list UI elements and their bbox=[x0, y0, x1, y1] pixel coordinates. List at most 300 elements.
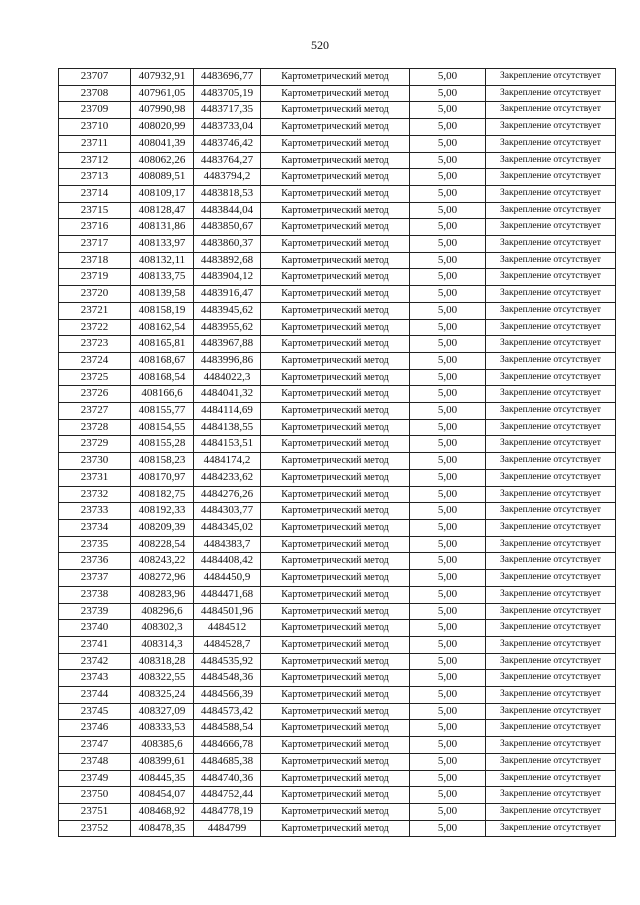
point-number-cell: 23710 bbox=[59, 119, 131, 136]
fixation-note-cell: Закрепление отсутствует bbox=[486, 419, 616, 436]
fixation-note-cell: Закрепление отсутствует bbox=[486, 319, 616, 336]
point-number-cell: 23727 bbox=[59, 403, 131, 420]
fixation-note-cell: Закрепление отсутствует bbox=[486, 586, 616, 603]
y-coordinate-cell: 4484345,02 bbox=[194, 519, 261, 536]
table-row bbox=[59, 553, 616, 570]
x-coordinate-cell: 408041,39 bbox=[131, 135, 194, 152]
table-row bbox=[59, 670, 616, 687]
x-coordinate-cell: 408399,61 bbox=[131, 753, 194, 770]
accuracy-cell: 5,00 bbox=[410, 469, 486, 486]
table-row bbox=[59, 302, 616, 319]
point-number-cell: 23751 bbox=[59, 803, 131, 820]
fixation-note-cell: Закрепление отсутствует bbox=[486, 135, 616, 152]
accuracy-cell: 5,00 bbox=[410, 636, 486, 653]
fixation-note-cell: Закрепление отсутствует bbox=[486, 803, 616, 820]
accuracy-cell: 5,00 bbox=[410, 85, 486, 102]
table-row bbox=[59, 570, 616, 587]
table-row bbox=[59, 653, 616, 670]
table-row bbox=[59, 369, 616, 386]
method-cell: Картометрический метод bbox=[261, 503, 410, 520]
fixation-note-cell: Закрепление отсутствует bbox=[486, 753, 616, 770]
accuracy-cell: 5,00 bbox=[410, 586, 486, 603]
y-coordinate-cell: 4484566,39 bbox=[194, 687, 261, 704]
fixation-note-cell: Закрепление отсутствует bbox=[486, 169, 616, 186]
y-coordinate-cell: 4484778,19 bbox=[194, 803, 261, 820]
point-number-cell: 23723 bbox=[59, 336, 131, 353]
method-cell: Картометрический метод bbox=[261, 720, 410, 737]
accuracy-cell: 5,00 bbox=[410, 352, 486, 369]
accuracy-cell: 5,00 bbox=[410, 670, 486, 687]
accuracy-cell: 5,00 bbox=[410, 202, 486, 219]
table-row bbox=[59, 586, 616, 603]
table-row bbox=[59, 419, 616, 436]
table-row bbox=[59, 219, 616, 236]
method-cell: Картометрический метод bbox=[261, 69, 410, 86]
accuracy-cell: 5,00 bbox=[410, 252, 486, 269]
accuracy-cell: 5,00 bbox=[410, 269, 486, 286]
fixation-note-cell: Закрепление отсутствует bbox=[486, 770, 616, 787]
method-cell: Картометрический метод bbox=[261, 469, 410, 486]
y-coordinate-cell: 4484276,26 bbox=[194, 486, 261, 503]
method-cell: Картометрический метод bbox=[261, 386, 410, 403]
point-number-cell: 23722 bbox=[59, 319, 131, 336]
method-cell: Картометрический метод bbox=[261, 169, 410, 186]
accuracy-cell: 5,00 bbox=[410, 169, 486, 186]
y-coordinate-cell: 4484471,68 bbox=[194, 586, 261, 603]
method-cell: Картометрический метод bbox=[261, 152, 410, 169]
fixation-note-cell: Закрепление отсутствует bbox=[486, 687, 616, 704]
accuracy-cell: 5,00 bbox=[410, 403, 486, 420]
accuracy-cell: 5,00 bbox=[410, 302, 486, 319]
x-coordinate-cell: 408168,54 bbox=[131, 369, 194, 386]
y-coordinate-cell: 4484799 bbox=[194, 820, 261, 837]
y-coordinate-cell: 4484233,62 bbox=[194, 469, 261, 486]
fixation-note-cell: Закрепление отсутствует bbox=[486, 219, 616, 236]
x-coordinate-cell: 408322,55 bbox=[131, 670, 194, 687]
point-number-cell: 23719 bbox=[59, 269, 131, 286]
x-coordinate-cell: 408272,96 bbox=[131, 570, 194, 587]
method-cell: Картометрический метод bbox=[261, 803, 410, 820]
x-coordinate-cell: 408170,97 bbox=[131, 469, 194, 486]
y-coordinate-cell: 4484588,54 bbox=[194, 720, 261, 737]
y-coordinate-cell: 4484303,77 bbox=[194, 503, 261, 520]
y-coordinate-cell: 4484685,38 bbox=[194, 753, 261, 770]
point-number-cell: 23717 bbox=[59, 236, 131, 253]
y-coordinate-cell: 4484666,78 bbox=[194, 737, 261, 754]
method-cell: Картометрический метод bbox=[261, 737, 410, 754]
fixation-note-cell: Закрепление отсутствует bbox=[486, 820, 616, 837]
method-cell: Картометрический метод bbox=[261, 636, 410, 653]
accuracy-cell: 5,00 bbox=[410, 737, 486, 754]
accuracy-cell: 5,00 bbox=[410, 820, 486, 837]
y-coordinate-cell: 4483733,04 bbox=[194, 119, 261, 136]
fixation-note-cell: Закрепление отсутствует bbox=[486, 286, 616, 303]
table-row bbox=[59, 620, 616, 637]
fixation-note-cell: Закрепление отсутствует bbox=[486, 302, 616, 319]
y-coordinate-cell: 4484022,3 bbox=[194, 369, 261, 386]
table-row bbox=[59, 119, 616, 136]
x-coordinate-cell: 408162,54 bbox=[131, 319, 194, 336]
method-cell: Картометрический метод bbox=[261, 653, 410, 670]
table-row bbox=[59, 386, 616, 403]
fixation-note-cell: Закрепление отсутствует bbox=[486, 620, 616, 637]
point-number-cell: 23743 bbox=[59, 670, 131, 687]
point-number-cell: 23741 bbox=[59, 636, 131, 653]
table-row bbox=[59, 236, 616, 253]
y-coordinate-cell: 4484528,7 bbox=[194, 636, 261, 653]
table-row bbox=[59, 453, 616, 470]
point-number-cell: 23729 bbox=[59, 436, 131, 453]
point-number-cell: 23725 bbox=[59, 369, 131, 386]
table-row bbox=[59, 286, 616, 303]
accuracy-cell: 5,00 bbox=[410, 536, 486, 553]
fixation-note-cell: Закрепление отсутствует bbox=[486, 369, 616, 386]
fixation-note-cell: Закрепление отсутствует bbox=[486, 403, 616, 420]
method-cell: Картометрический метод bbox=[261, 436, 410, 453]
x-coordinate-cell: 408131,86 bbox=[131, 219, 194, 236]
method-cell: Картометрический метод bbox=[261, 319, 410, 336]
fixation-note-cell: Закрепление отсутствует bbox=[486, 202, 616, 219]
table-row bbox=[59, 803, 616, 820]
fixation-note-cell: Закрепление отсутствует bbox=[486, 436, 616, 453]
accuracy-cell: 5,00 bbox=[410, 135, 486, 152]
x-coordinate-cell: 408062,26 bbox=[131, 152, 194, 169]
x-coordinate-cell: 408133,97 bbox=[131, 236, 194, 253]
x-coordinate-cell: 408133,75 bbox=[131, 269, 194, 286]
fixation-note-cell: Закрепление отсутствует bbox=[486, 603, 616, 620]
table-row bbox=[59, 820, 616, 837]
method-cell: Картометрический метод bbox=[261, 603, 410, 620]
y-coordinate-cell: 4483967,88 bbox=[194, 336, 261, 353]
fixation-note-cell: Закрепление отсутствует bbox=[486, 152, 616, 169]
method-cell: Картометрический метод bbox=[261, 753, 410, 770]
y-coordinate-cell: 4484450,9 bbox=[194, 570, 261, 587]
x-coordinate-cell: 408165,81 bbox=[131, 336, 194, 353]
x-coordinate-cell: 408155,77 bbox=[131, 403, 194, 420]
x-coordinate-cell: 407961,05 bbox=[131, 85, 194, 102]
x-coordinate-cell: 408314,3 bbox=[131, 636, 194, 653]
method-cell: Картометрический метод bbox=[261, 286, 410, 303]
method-cell: Картометрический метод bbox=[261, 352, 410, 369]
table-row bbox=[59, 403, 616, 420]
x-coordinate-cell: 408209,39 bbox=[131, 519, 194, 536]
point-number-cell: 23739 bbox=[59, 603, 131, 620]
fixation-note-cell: Закрепление отсутствует bbox=[486, 185, 616, 202]
table-row bbox=[59, 469, 616, 486]
y-coordinate-cell: 4484548,36 bbox=[194, 670, 261, 687]
method-cell: Картометрический метод bbox=[261, 570, 410, 587]
accuracy-cell: 5,00 bbox=[410, 219, 486, 236]
method-cell: Картометрический метод bbox=[261, 419, 410, 436]
table-row bbox=[59, 319, 616, 336]
table-row bbox=[59, 69, 616, 86]
point-number-cell: 23724 bbox=[59, 352, 131, 369]
y-coordinate-cell: 4484501,96 bbox=[194, 603, 261, 620]
y-coordinate-cell: 4484041,32 bbox=[194, 386, 261, 403]
point-number-cell: 23732 bbox=[59, 486, 131, 503]
table-row bbox=[59, 636, 616, 653]
fixation-note-cell: Закрепление отсутствует bbox=[486, 69, 616, 86]
table-row bbox=[59, 720, 616, 737]
x-coordinate-cell: 408158,19 bbox=[131, 302, 194, 319]
fixation-note-cell: Закрепление отсутствует bbox=[486, 352, 616, 369]
x-coordinate-cell: 408318,28 bbox=[131, 653, 194, 670]
accuracy-cell: 5,00 bbox=[410, 753, 486, 770]
point-number-cell: 23728 bbox=[59, 419, 131, 436]
y-coordinate-cell: 4483794,2 bbox=[194, 169, 261, 186]
fixation-note-cell: Закрепление отсутствует bbox=[486, 469, 616, 486]
x-coordinate-cell: 407990,98 bbox=[131, 102, 194, 119]
accuracy-cell: 5,00 bbox=[410, 286, 486, 303]
point-number-cell: 23747 bbox=[59, 737, 131, 754]
x-coordinate-cell: 408283,96 bbox=[131, 586, 194, 603]
method-cell: Картометрический метод bbox=[261, 369, 410, 386]
fixation-note-cell: Закрепление отсутствует bbox=[486, 102, 616, 119]
fixation-note-cell: Закрепление отсутствует bbox=[486, 503, 616, 520]
method-cell: Картометрический метод bbox=[261, 236, 410, 253]
accuracy-cell: 5,00 bbox=[410, 720, 486, 737]
fixation-note-cell: Закрепление отсутствует bbox=[486, 636, 616, 653]
method-cell: Картометрический метод bbox=[261, 102, 410, 119]
x-coordinate-cell: 408132,11 bbox=[131, 252, 194, 269]
point-number-cell: 23730 bbox=[59, 453, 131, 470]
y-coordinate-cell: 4484752,44 bbox=[194, 787, 261, 804]
table-row bbox=[59, 336, 616, 353]
accuracy-cell: 5,00 bbox=[410, 603, 486, 620]
point-number-cell: 23718 bbox=[59, 252, 131, 269]
method-cell: Картометрический метод bbox=[261, 486, 410, 503]
x-coordinate-cell: 408166,6 bbox=[131, 386, 194, 403]
accuracy-cell: 5,00 bbox=[410, 386, 486, 403]
fixation-note-cell: Закрепление отсутствует bbox=[486, 670, 616, 687]
y-coordinate-cell: 4483746,42 bbox=[194, 135, 261, 152]
method-cell: Картометрический метод bbox=[261, 135, 410, 152]
accuracy-cell: 5,00 bbox=[410, 787, 486, 804]
y-coordinate-cell: 4483764,27 bbox=[194, 152, 261, 169]
x-coordinate-cell: 407932,91 bbox=[131, 69, 194, 86]
method-cell: Картометрический метод bbox=[261, 553, 410, 570]
x-coordinate-cell: 408168,67 bbox=[131, 352, 194, 369]
table-row bbox=[59, 152, 616, 169]
fixation-note-cell: Закрепление отсутствует bbox=[486, 536, 616, 553]
accuracy-cell: 5,00 bbox=[410, 519, 486, 536]
accuracy-cell: 5,00 bbox=[410, 119, 486, 136]
table-row bbox=[59, 770, 616, 787]
method-cell: Картометрический метод bbox=[261, 620, 410, 637]
accuracy-cell: 5,00 bbox=[410, 770, 486, 787]
point-number-cell: 23738 bbox=[59, 586, 131, 603]
point-number-cell: 23746 bbox=[59, 720, 131, 737]
method-cell: Картометрический метод bbox=[261, 586, 410, 603]
table-row bbox=[59, 85, 616, 102]
fixation-note-cell: Закрепление отсутствует bbox=[486, 570, 616, 587]
table-row bbox=[59, 753, 616, 770]
point-number-cell: 23720 bbox=[59, 286, 131, 303]
accuracy-cell: 5,00 bbox=[410, 69, 486, 86]
fixation-note-cell: Закрепление отсутствует bbox=[486, 269, 616, 286]
y-coordinate-cell: 4484535,92 bbox=[194, 653, 261, 670]
method-cell: Картометрический метод bbox=[261, 536, 410, 553]
method-cell: Картометрический метод bbox=[261, 302, 410, 319]
fixation-note-cell: Закрепление отсутствует bbox=[486, 252, 616, 269]
y-coordinate-cell: 4483996,86 bbox=[194, 352, 261, 369]
method-cell: Картометрический метод bbox=[261, 269, 410, 286]
x-coordinate-cell: 408128,47 bbox=[131, 202, 194, 219]
point-number-cell: 23712 bbox=[59, 152, 131, 169]
table-row bbox=[59, 269, 616, 286]
fixation-note-cell: Закрепление отсутствует bbox=[486, 453, 616, 470]
x-coordinate-cell: 408243,22 bbox=[131, 553, 194, 570]
y-coordinate-cell: 4484138,55 bbox=[194, 419, 261, 436]
table-row bbox=[59, 185, 616, 202]
method-cell: Картометрический метод bbox=[261, 85, 410, 102]
y-coordinate-cell: 4484408,42 bbox=[194, 553, 261, 570]
x-coordinate-cell: 408109,17 bbox=[131, 185, 194, 202]
table-row bbox=[59, 352, 616, 369]
y-coordinate-cell: 4484573,42 bbox=[194, 703, 261, 720]
accuracy-cell: 5,00 bbox=[410, 102, 486, 119]
point-number-cell: 23735 bbox=[59, 536, 131, 553]
fixation-note-cell: Закрепление отсутствует bbox=[486, 386, 616, 403]
method-cell: Картометрический метод bbox=[261, 519, 410, 536]
table-row bbox=[59, 519, 616, 536]
accuracy-cell: 5,00 bbox=[410, 436, 486, 453]
y-coordinate-cell: 4483850,67 bbox=[194, 219, 261, 236]
table-row bbox=[59, 536, 616, 553]
point-number-cell: 23736 bbox=[59, 553, 131, 570]
table-row bbox=[59, 102, 616, 119]
table-row bbox=[59, 436, 616, 453]
accuracy-cell: 5,00 bbox=[410, 570, 486, 587]
point-number-cell: 23713 bbox=[59, 169, 131, 186]
page-number: 520 bbox=[311, 38, 329, 52]
y-coordinate-cell: 4483955,62 bbox=[194, 319, 261, 336]
table-row bbox=[59, 787, 616, 804]
x-coordinate-cell: 408296,6 bbox=[131, 603, 194, 620]
point-number-cell: 23714 bbox=[59, 185, 131, 202]
accuracy-cell: 5,00 bbox=[410, 486, 486, 503]
y-coordinate-cell: 4483696,77 bbox=[194, 69, 261, 86]
method-cell: Картометрический метод bbox=[261, 770, 410, 787]
accuracy-cell: 5,00 bbox=[410, 703, 486, 720]
point-number-cell: 23737 bbox=[59, 570, 131, 587]
x-coordinate-cell: 408139,58 bbox=[131, 286, 194, 303]
accuracy-cell: 5,00 bbox=[410, 620, 486, 637]
y-coordinate-cell: 4483705,19 bbox=[194, 85, 261, 102]
method-cell: Картометрический метод bbox=[261, 703, 410, 720]
accuracy-cell: 5,00 bbox=[410, 419, 486, 436]
fixation-note-cell: Закрепление отсутствует bbox=[486, 553, 616, 570]
method-cell: Картометрический метод bbox=[261, 403, 410, 420]
accuracy-cell: 5,00 bbox=[410, 687, 486, 704]
table-row bbox=[59, 737, 616, 754]
x-coordinate-cell: 408154,55 bbox=[131, 419, 194, 436]
point-number-cell: 23733 bbox=[59, 503, 131, 520]
fixation-note-cell: Закрепление отсутствует bbox=[486, 703, 616, 720]
y-coordinate-cell: 4484512 bbox=[194, 620, 261, 637]
fixation-note-cell: Закрепление отсутствует bbox=[486, 653, 616, 670]
y-coordinate-cell: 4483860,37 bbox=[194, 236, 261, 253]
point-number-cell: 23745 bbox=[59, 703, 131, 720]
point-number-cell: 23734 bbox=[59, 519, 131, 536]
x-coordinate-cell: 408385,6 bbox=[131, 737, 194, 754]
fixation-note-cell: Закрепление отсутствует bbox=[486, 737, 616, 754]
point-number-cell: 23721 bbox=[59, 302, 131, 319]
fixation-note-cell: Закрепление отсутствует bbox=[486, 519, 616, 536]
y-coordinate-cell: 4483717,35 bbox=[194, 102, 261, 119]
x-coordinate-cell: 408089,51 bbox=[131, 169, 194, 186]
y-coordinate-cell: 4483904,12 bbox=[194, 269, 261, 286]
accuracy-cell: 5,00 bbox=[410, 236, 486, 253]
fixation-note-cell: Закрепление отсутствует bbox=[486, 236, 616, 253]
fixation-note-cell: Закрепление отсутствует bbox=[486, 336, 616, 353]
table-row bbox=[59, 486, 616, 503]
method-cell: Картометрический метод bbox=[261, 820, 410, 837]
point-number-cell: 23711 bbox=[59, 135, 131, 152]
y-coordinate-cell: 4484740,36 bbox=[194, 770, 261, 787]
table-row bbox=[59, 169, 616, 186]
y-coordinate-cell: 4484383,7 bbox=[194, 536, 261, 553]
accuracy-cell: 5,00 bbox=[410, 319, 486, 336]
x-coordinate-cell: 408468,92 bbox=[131, 803, 194, 820]
x-coordinate-cell: 408445,35 bbox=[131, 770, 194, 787]
point-number-cell: 23750 bbox=[59, 787, 131, 804]
y-coordinate-cell: 4484153,51 bbox=[194, 436, 261, 453]
coordinates-table bbox=[58, 68, 616, 837]
point-number-cell: 23742 bbox=[59, 653, 131, 670]
accuracy-cell: 5,00 bbox=[410, 336, 486, 353]
point-number-cell: 23707 bbox=[59, 69, 131, 86]
accuracy-cell: 5,00 bbox=[410, 553, 486, 570]
fixation-note-cell: Закрепление отсутствует bbox=[486, 85, 616, 102]
table-row bbox=[59, 687, 616, 704]
accuracy-cell: 5,00 bbox=[410, 803, 486, 820]
table-row bbox=[59, 503, 616, 520]
method-cell: Картометрический метод bbox=[261, 336, 410, 353]
y-coordinate-cell: 4483892,68 bbox=[194, 252, 261, 269]
method-cell: Картометрический метод bbox=[261, 670, 410, 687]
accuracy-cell: 5,00 bbox=[410, 185, 486, 202]
fixation-note-cell: Закрепление отсутствует bbox=[486, 486, 616, 503]
table-row bbox=[59, 703, 616, 720]
method-cell: Картометрический метод bbox=[261, 219, 410, 236]
fixation-note-cell: Закрепление отсутствует bbox=[486, 119, 616, 136]
table-row bbox=[59, 603, 616, 620]
y-coordinate-cell: 4483945,62 bbox=[194, 302, 261, 319]
point-number-cell: 23748 bbox=[59, 753, 131, 770]
point-number-cell: 23744 bbox=[59, 687, 131, 704]
x-coordinate-cell: 408478,35 bbox=[131, 820, 194, 837]
accuracy-cell: 5,00 bbox=[410, 369, 486, 386]
accuracy-cell: 5,00 bbox=[410, 653, 486, 670]
method-cell: Картометрический метод bbox=[261, 252, 410, 269]
method-cell: Картометрический метод bbox=[261, 202, 410, 219]
fixation-note-cell: Закрепление отсутствует bbox=[486, 787, 616, 804]
fixation-note-cell: Закрепление отсутствует bbox=[486, 720, 616, 737]
point-number-cell: 23731 bbox=[59, 469, 131, 486]
method-cell: Картометрический метод bbox=[261, 185, 410, 202]
table-row bbox=[59, 252, 616, 269]
table-body bbox=[59, 69, 616, 837]
point-number-cell: 23715 bbox=[59, 202, 131, 219]
table-row bbox=[59, 135, 616, 152]
point-number-cell: 23740 bbox=[59, 620, 131, 637]
x-coordinate-cell: 408333,53 bbox=[131, 720, 194, 737]
method-cell: Картометрический метод bbox=[261, 687, 410, 704]
x-coordinate-cell: 408454,07 bbox=[131, 787, 194, 804]
x-coordinate-cell: 408020,99 bbox=[131, 119, 194, 136]
y-coordinate-cell: 4483818,53 bbox=[194, 185, 261, 202]
